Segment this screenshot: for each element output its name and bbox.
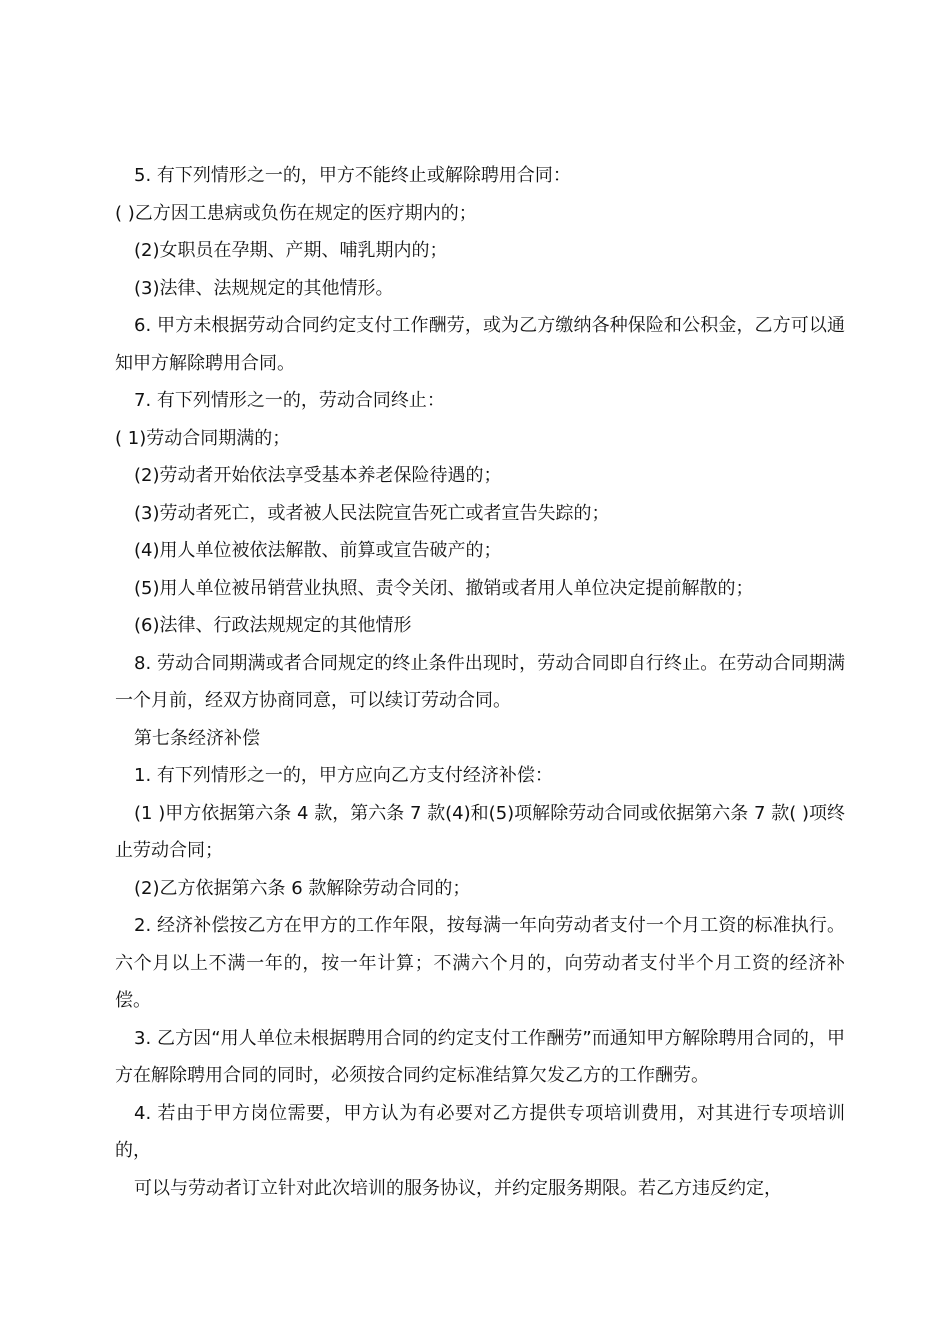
clause-7-3: 3. 乙方因“用人单位未根据聘用合同的约定支付工作酬劳”而通知甲方解除聘用合同的，甲方在解除聘用合同的同时，必须按合同约定标准结算欠发乙方的工作酬劳。 xyxy=(115,1027,845,1086)
clause-6-8: 8. 劳动合同期满或者合同规定的终止条件出现时，劳动合同即自行终止。在劳动合同期满一个月前，经双方协商同意，可以续订劳动合同。 xyxy=(115,652,845,711)
clause-6-6: 6. 甲方未根据劳动合同约定支付工作酬劳，或为乙方缴纳各种保险和公积金，乙方可以通知甲方解除聘用合同。 xyxy=(115,315,845,374)
clause-7-1: 1. 有下列情形之一的，甲方应向乙方支付经济补偿： xyxy=(134,765,553,786)
clause-6-7-item-4: (4)用人单位被依法解散、前算或宣告破产的； xyxy=(134,540,502,561)
clause-6-7-item-5: (5)用人单位被吊销营业执照、责令关闭、撤销或者用人单位决定提前解散的； xyxy=(134,577,754,599)
article-7-heading: 第七条经济补偿 xyxy=(134,727,260,749)
clause-7-4: 4. 若由于甲方岗位需要，甲方认为有必要对乙方提供专项培训费用，对其进行专项培训的， xyxy=(115,1102,845,1161)
clause-7-1-item-1: (1 )甲方依据第六条 4 款，第六条 7 款(4)和(5)项解除劳动合同或依据第六条 7 款( )项终止劳动合同； xyxy=(115,802,845,861)
clause-7-4-continued: 可以与劳动者订立针对此次培训的服务协议，并约定服务期限。若乙方违反约定， xyxy=(134,1177,782,1199)
clause-6-7-item-6: (6)法律、行政法规规定的其他情形 xyxy=(134,615,412,636)
clause-7-1-item-2: (2)乙方依据第六条 6 款解除劳动合同的； xyxy=(134,877,471,899)
clause-6-7: 7. 有下列情形之一的，劳动合同终止： xyxy=(134,390,445,411)
document-body xyxy=(115,157,845,1207)
clause-6-5-item-1: ( )乙方因工患病或负伤在规定的医疗期内的； xyxy=(115,202,477,224)
clause-6-5-item-3: (3)法律、法规规定的其他情形。 xyxy=(134,277,394,299)
clause-6-7-item-3: (3)劳动者死亡，或者被人民法院宣告死亡或者宣告失踪的； xyxy=(134,502,610,524)
clause-6-7-item-1: ( 1)劳动合同期满的； xyxy=(115,427,291,449)
clause-6-5-item-2: (2)女职员在孕期、产期、哺乳期内的； xyxy=(134,240,448,261)
clause-6-7-item-2: (2)劳动者开始依法享受基本养老保险待遇的； xyxy=(134,465,502,486)
clause-7-2: 2. 经济补偿按乙方在甲方的工作年限，按每满一年向劳动者支付一个月工资的标准执行。六个月以上不满一年的，按一年计算；不满六个月的，向劳动者支付半个月工资的经济补偿。 xyxy=(115,915,845,1011)
clause-6-5: 5. 有下列情形之一的，甲方不能终止或解除聘用合同： xyxy=(134,165,571,186)
